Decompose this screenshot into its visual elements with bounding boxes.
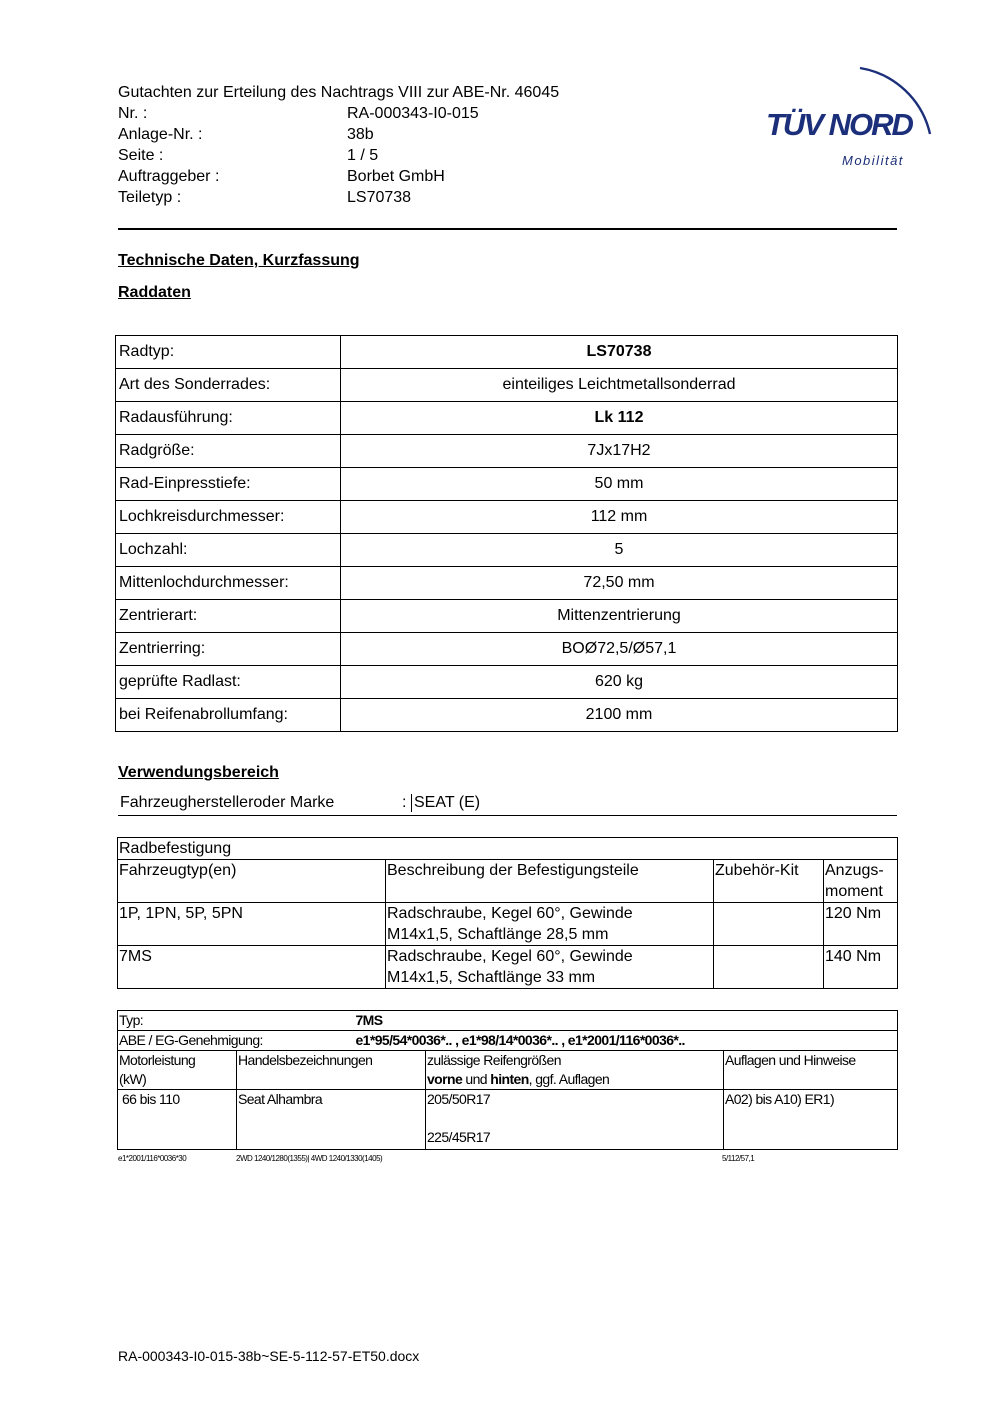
table-row	[116, 435, 898, 468]
row-label: Lochkreisdurchmesser:	[116, 501, 341, 534]
row-value: 2100 mm	[341, 699, 898, 732]
row-label: bei Reifenabrollumfang:	[116, 699, 341, 732]
cell-kit	[714, 903, 824, 946]
column-header-anzugsmoment	[824, 860, 898, 903]
row-label: Radausführung:	[116, 402, 341, 435]
table-row	[116, 666, 898, 699]
cell-beschreibung	[386, 903, 714, 946]
header-value: 38b	[347, 126, 374, 143]
header-label: Auftraggeber :	[118, 168, 220, 185]
column-header: Fahrzeugtyp(en)	[118, 860, 386, 903]
header-row-teiletyp	[118, 187, 559, 208]
beschreibung-line: Radschraube, Kegel 60°, Gewinde	[387, 905, 633, 922]
header-bold: hinten	[490, 1071, 529, 1087]
header-title: Gutachten zur Erteilung des Nachtrags VIII zur ABE-Nr. 46045	[118, 84, 560, 101]
row-value: LS70738	[341, 336, 898, 369]
cell-handel: Seat Alhambra	[237, 1090, 426, 1150]
section-title-technische-daten: Technische Daten, Kurzfassung	[118, 252, 360, 269]
cell-moment: 120 Nm	[824, 903, 898, 946]
table-row	[118, 903, 898, 946]
row-value: einteiliges Leichtmetallsonderrad	[341, 369, 898, 402]
header-value: RA-000343-I0-015	[347, 105, 479, 122]
table-row	[116, 468, 898, 501]
cell-kit	[714, 946, 824, 989]
radbefestigung-title: Radbefestigung	[118, 838, 898, 860]
typ-header-row	[118, 1051, 898, 1090]
section-title-verwendungsbereich: Verwendungsbereich	[118, 764, 279, 781]
header-line: (kW)	[119, 1071, 147, 1087]
header-line: Anzugs-	[825, 862, 884, 879]
table-row	[116, 600, 898, 633]
beschreibung-line: M14x1,5, Schaftlänge 28,5 mm	[387, 926, 609, 943]
table-row	[116, 501, 898, 534]
row-value: BOØ72,5/Ø57,1	[341, 633, 898, 666]
footnote-lk: 5/112/57,1	[722, 1154, 755, 1163]
cell-typ: 7MS	[118, 946, 386, 989]
column-header: Beschreibung der Befestigungsteile	[386, 860, 714, 903]
typ-table	[117, 1010, 898, 1150]
typ-value: 7MS	[355, 1012, 383, 1028]
logo-brand-text: TÜV NORD	[766, 107, 912, 142]
row-label: Zentrierring:	[116, 633, 341, 666]
header-bold: vorne	[427, 1071, 463, 1087]
header-auflagen: Auflagen und Hinweise	[724, 1051, 898, 1090]
reifen-line: 205/50R17	[427, 1091, 491, 1107]
row-value: 50 mm	[341, 468, 898, 501]
beschreibung-line: M14x1,5, Schaftlänge 33 mm	[387, 969, 596, 986]
row-label: Radgröße:	[116, 435, 341, 468]
header-label: Nr. :	[118, 105, 148, 122]
header-row-auftraggeber	[118, 166, 559, 187]
table-row	[116, 534, 898, 567]
cell-moment: 140 Nm	[824, 946, 898, 989]
header-line: moment	[825, 883, 883, 900]
header-row-anlage	[118, 124, 559, 145]
marke-row	[118, 794, 897, 816]
table-row	[118, 1090, 898, 1150]
document-header	[118, 82, 559, 208]
header-label: Teiletyp :	[118, 189, 182, 206]
marke-colon: :	[402, 794, 407, 811]
beschreibung-line: Radschraube, Kegel 60°, Gewinde	[387, 948, 633, 965]
header-value: LS70738	[347, 189, 412, 206]
reifen-line: 225/45R17	[427, 1129, 491, 1145]
header-label: Seite :	[118, 147, 164, 164]
cell-reifen	[426, 1090, 724, 1150]
cell-auflagen: A02) bis A10) ER1)	[724, 1090, 898, 1150]
header-line: Motorleistung	[119, 1052, 196, 1068]
row-value: 7Jx17H2	[341, 435, 898, 468]
typ-row	[118, 1011, 898, 1031]
typ-label: Typ:	[118, 1011, 426, 1031]
abe-value-cell	[355, 1031, 898, 1051]
abe-label: ABE / EG-Genehmigung:	[118, 1031, 426, 1051]
table-row	[116, 567, 898, 600]
header-label: Anlage-Nr. :	[118, 126, 203, 143]
header-line: zulässige Reifengrößen	[427, 1052, 561, 1068]
table-row	[116, 369, 898, 402]
table-row	[116, 402, 898, 435]
abe-value: e1*95/54*0036*.. , e1*98/14*0036*.. , e1*2001/116*0036*..	[355, 1032, 685, 1048]
row-value: 620 kg	[341, 666, 898, 699]
row-value: 72,50 mm	[341, 567, 898, 600]
table-row	[116, 699, 898, 732]
table-row	[116, 336, 898, 369]
header-value: 1 / 5	[347, 147, 379, 164]
row-label: Rad-Einpresstiefe:	[116, 468, 341, 501]
table-header-row	[118, 860, 898, 903]
header-text: und	[462, 1071, 491, 1087]
cell-motor: 66 bis 110	[118, 1090, 237, 1150]
cell-typ: 1P, 1PN, 5P, 5PN	[118, 903, 386, 946]
footnote-ec: e1*2001/116*0036*30	[118, 1154, 187, 1163]
table-row	[118, 946, 898, 989]
abe-row	[118, 1031, 898, 1051]
section-title-raddaten: Raddaten	[118, 284, 191, 301]
marke-label: Fahrzeugherstelleroder Marke	[120, 794, 335, 811]
row-value: Mittenzentrierung	[341, 600, 898, 633]
row-label: Zentrierart:	[116, 600, 341, 633]
logo-sub-text: Mobilität	[842, 153, 904, 168]
radbefestigung-table	[117, 837, 898, 989]
table-row	[116, 633, 898, 666]
header-line	[427, 1070, 723, 1089]
footer-filename: RA-000343-I0-015-38b~SE-5-112-57-ET50.docx	[118, 1348, 420, 1364]
header-reifengroessen	[426, 1051, 724, 1090]
header-row-seite	[118, 145, 559, 166]
row-value: Lk 112	[341, 402, 898, 435]
marke-value: SEAT (E)	[411, 794, 480, 812]
row-label: Art des Sonderrades:	[116, 369, 341, 402]
row-value: 112 mm	[341, 501, 898, 534]
header-value: Borbet GmbH	[347, 168, 445, 185]
cell-beschreibung	[386, 946, 714, 989]
header-row-nr	[118, 103, 559, 124]
header-divider	[118, 228, 897, 230]
typ-value-cell	[355, 1011, 898, 1031]
raddaten-table	[115, 335, 898, 732]
tuev-nord-logo	[760, 56, 945, 171]
row-value: 5	[341, 534, 898, 567]
row-label: Lochzahl:	[116, 534, 341, 567]
column-header: Zubehör-Kit	[714, 860, 824, 903]
row-label: Mittenlochdurchmesser:	[116, 567, 341, 600]
table-title-row	[118, 838, 898, 860]
header-handelsbezeichnungen: Handelsbezeichnungen	[237, 1051, 426, 1090]
header-text: , ggf. Auflagen	[528, 1071, 610, 1087]
footnote-wd: 2WD 1240/1280(1355)| 4WD 1240/1330(1405)	[236, 1154, 383, 1163]
header-motorleistung	[118, 1051, 237, 1090]
row-label: Radtyp:	[116, 336, 341, 369]
row-label: geprüfte Radlast:	[116, 666, 341, 699]
